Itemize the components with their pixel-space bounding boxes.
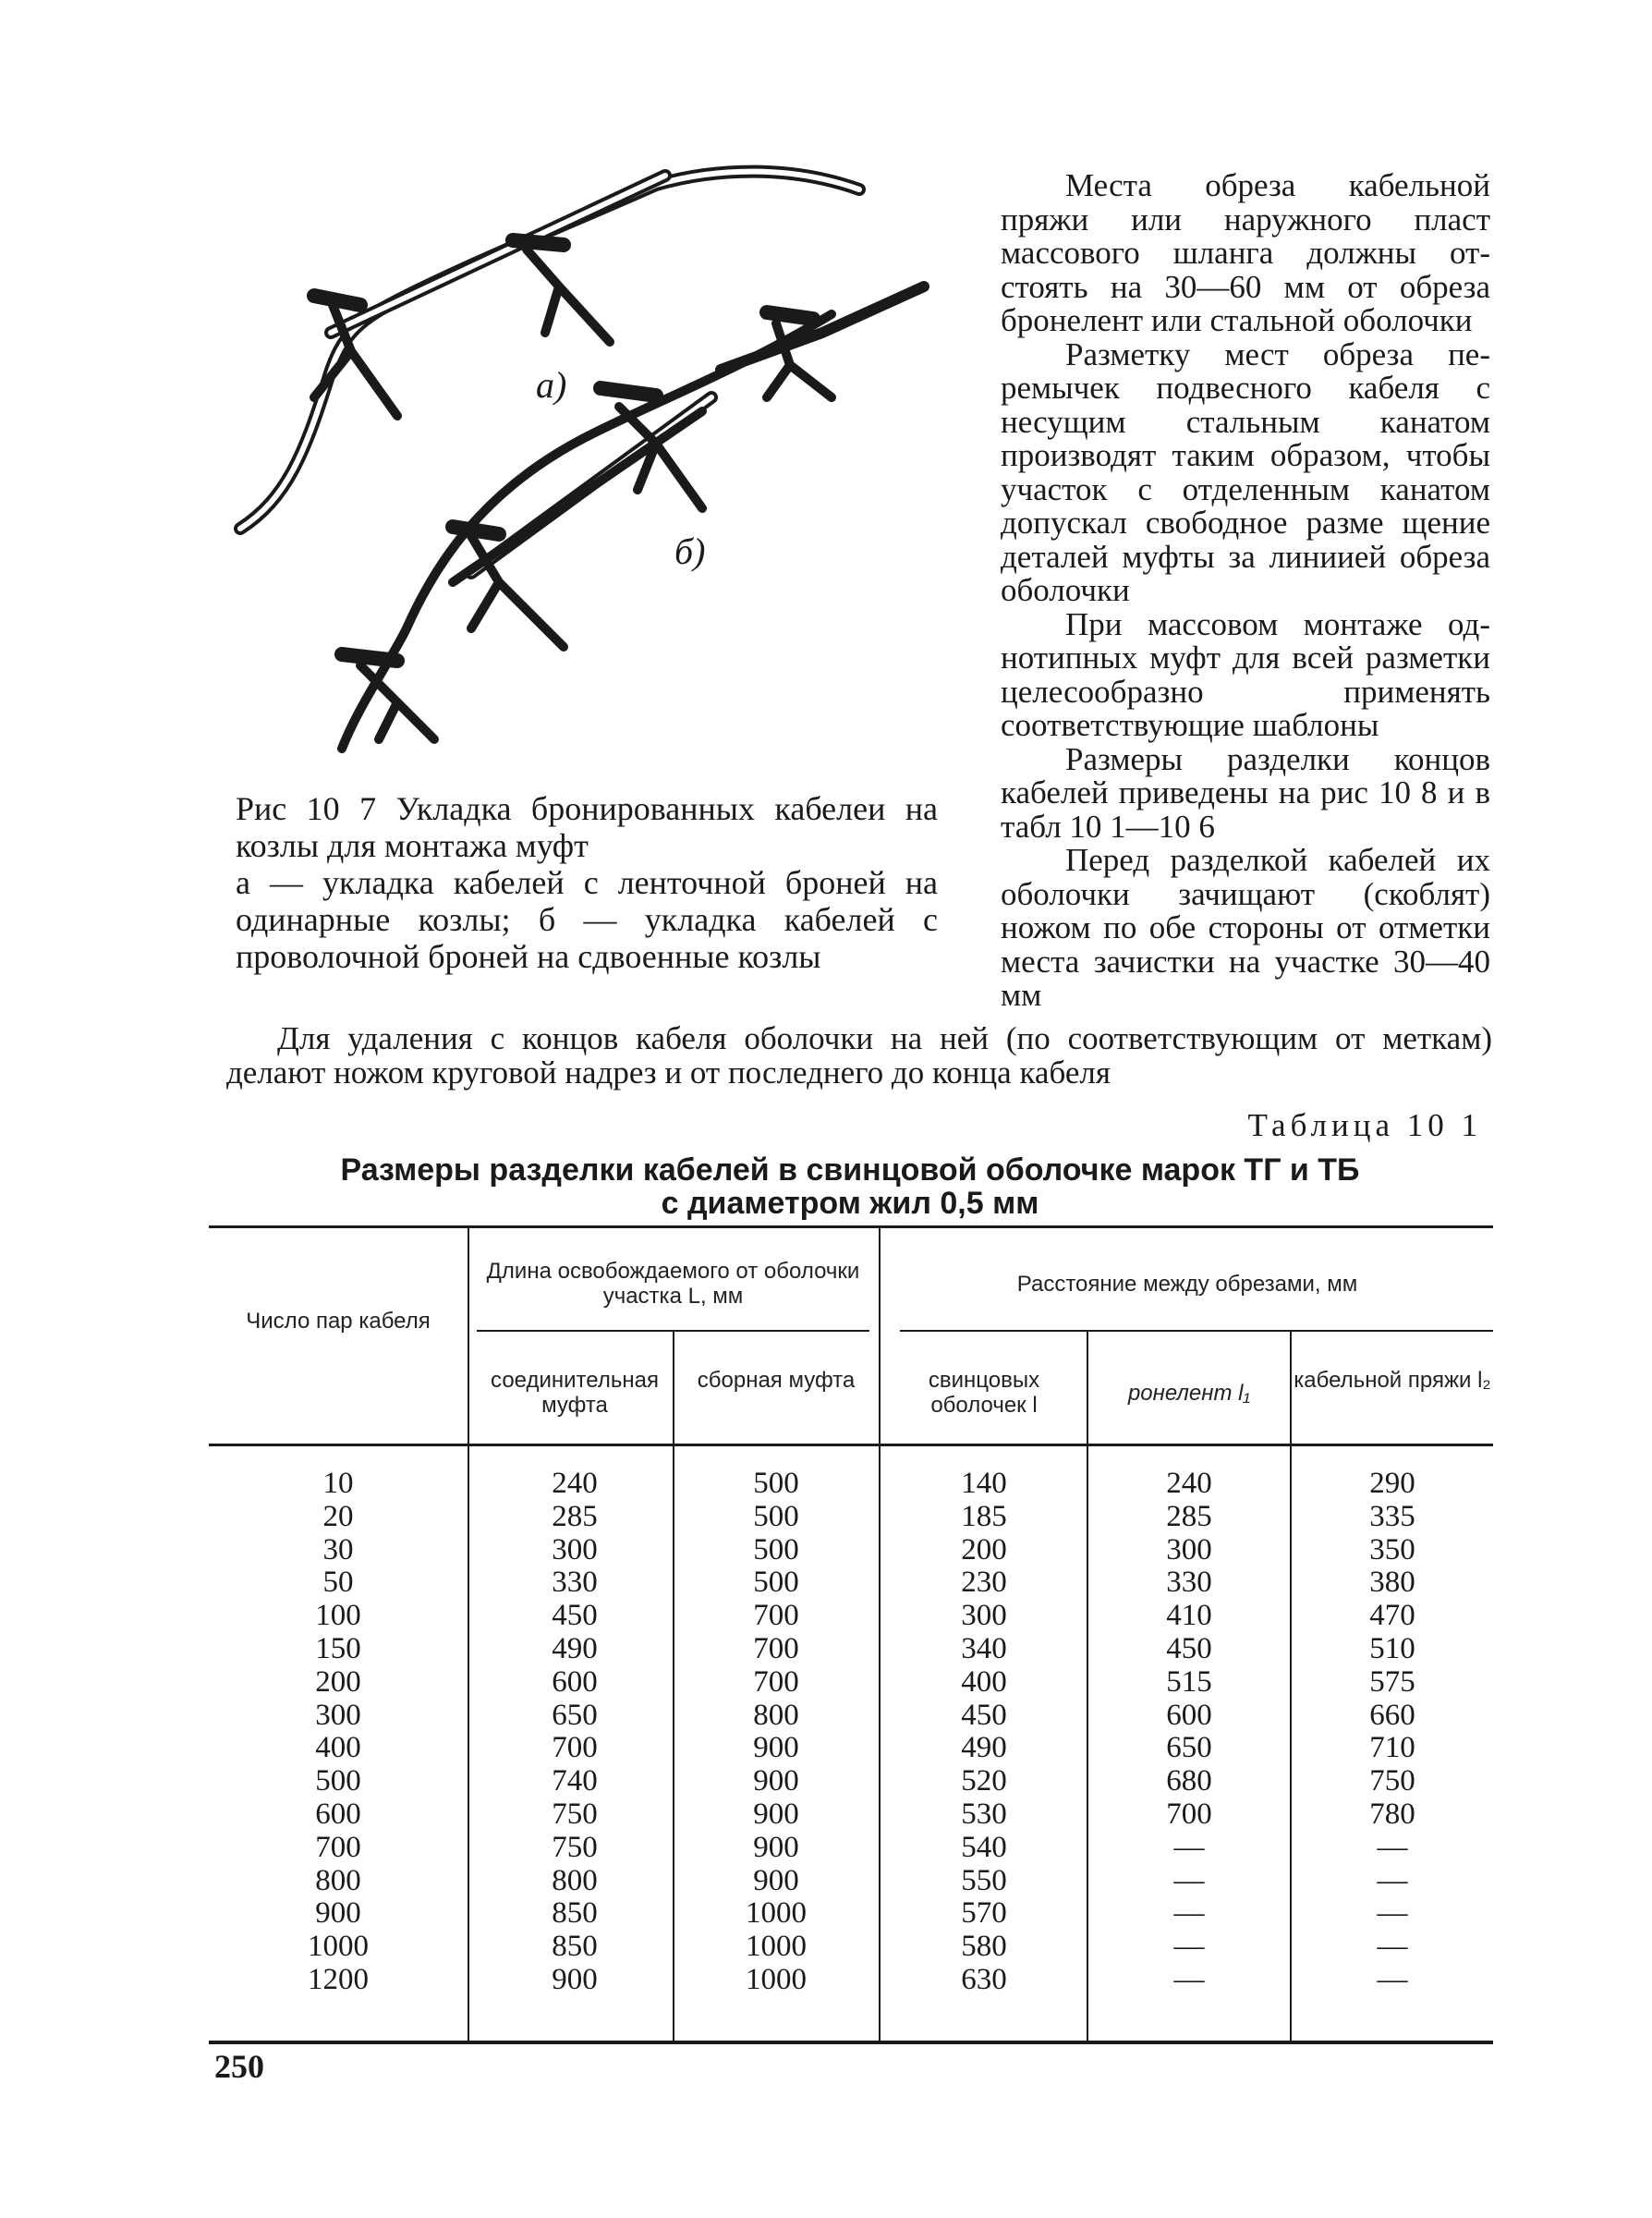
column-lead [881, 1468, 1087, 1997]
table-cell: 380 [1369, 1566, 1415, 1600]
table-cell: 510 [1369, 1631, 1415, 1665]
right-column-text [1001, 169, 1490, 1013]
header-assembly: сборная муфта [697, 1368, 856, 1393]
table-cell: 750 [552, 1830, 598, 1864]
table-cell: 900 [753, 1863, 799, 1897]
paragraph: Места обреза кабельной пряжи или наружного пласт массового шланга должны отстоять на 30—60 мм от обреза бронелент или стальной оболочки [1001, 167, 1490, 338]
table-cell: 680 [1166, 1764, 1212, 1798]
table-cell: 600 [1166, 1698, 1212, 1732]
column-tape [1088, 1468, 1290, 1997]
table-cell: 285 [1166, 1499, 1212, 1533]
table-cell: 750 [552, 1797, 598, 1831]
table-cell: 900 [753, 1764, 799, 1798]
table-cell: 740 [552, 1764, 598, 1798]
table-cell: 340 [961, 1631, 1007, 1665]
table-cell: 410 [1166, 1599, 1212, 1633]
table-cell: — [1173, 1863, 1205, 1897]
paragraph: Перед разделкой кабелей их оболочки зачищают (скоблят) ножом по обе стороны от отметки места зачистки на участке 30—40 мм [1001, 842, 1490, 1013]
table-cell: 400 [961, 1664, 1007, 1699]
column-yarn [1292, 1468, 1493, 1997]
table-cell: 490 [961, 1731, 1007, 1765]
table-cell: 240 [552, 1467, 598, 1500]
table-cell: 1000 [308, 1930, 369, 1964]
table-cell: 300 [552, 1532, 598, 1566]
table-cell: 450 [961, 1698, 1007, 1732]
table-cell: 500 [753, 1467, 799, 1500]
table-cell: 300 [1166, 1532, 1212, 1566]
table-cell: 630 [961, 1962, 1007, 1996]
table-cell: 490 [552, 1631, 598, 1665]
table-cell: 240 [1166, 1467, 1212, 1500]
table-cell: 780 [1369, 1797, 1415, 1831]
table-title-line2: с диаметром жил 0,5 мм [661, 1186, 1039, 1221]
column-joint [477, 1468, 673, 1997]
table-cell: — [1377, 1896, 1408, 1931]
table-cell: 900 [753, 1731, 799, 1765]
table-header-rule [209, 1444, 1493, 1446]
table-cell: 515 [1166, 1664, 1212, 1699]
table-cell: — [1377, 1863, 1408, 1897]
caption-title: Рис 10 7 Укладка бронированных кабелеи на козлы для монтажа муфт [236, 790, 938, 864]
table-cell: — [1377, 1830, 1408, 1864]
table-cell: 350 [1369, 1532, 1415, 1566]
paragraph: Разметку мест обреза перемычек подвесного кабеля с несущим стальным канатом производят таким образом, чтобы участок с отделенным канатом допускал свободное разме щение деталей муфты за линиией обреза оболочки [1001, 335, 1490, 608]
table-cell: 500 [753, 1566, 799, 1600]
table-cell: 700 [753, 1664, 799, 1699]
table-cell: 1000 [746, 1896, 807, 1931]
table-cell: 300 [961, 1599, 1007, 1633]
body-paragraph: Для удаления с концов кабеля оболочки на ней (по соответствующим от меткам) делают ножом круговой надрез и от последнего до конца кабеля [226, 1020, 1492, 1091]
table-cell: 600 [552, 1664, 598, 1699]
table-cell: 700 [753, 1631, 799, 1665]
table-cell: 700 [315, 1830, 361, 1864]
header-lead: свинцовых оболочек l [928, 1368, 1040, 1418]
figure-label-a: а) [536, 364, 567, 406]
table-cell: 470 [1369, 1599, 1415, 1633]
table-cell: 1000 [746, 1962, 807, 1996]
table-cell: 150 [315, 1631, 361, 1665]
table-cell: 50 [322, 1566, 354, 1600]
table-title-line1: Размеры разделки кабелей в свинцовой оболочке марок ТГ и ТБ [340, 1152, 1360, 1188]
table-cell: 330 [552, 1566, 598, 1600]
column-divider [468, 1227, 469, 2041]
table-cell: 700 [1166, 1797, 1212, 1831]
table-cell: 650 [1166, 1731, 1212, 1765]
table-cell: 660 [1369, 1698, 1415, 1732]
header-pairs: Число пар кабеля [246, 1309, 431, 1334]
table-cell: 285 [552, 1499, 598, 1533]
table-cell: 850 [552, 1930, 598, 1964]
table-cell: 800 [315, 1863, 361, 1897]
table-cell: 200 [315, 1664, 361, 1699]
table-cell: 400 [315, 1731, 361, 1765]
table-cell: 200 [961, 1532, 1007, 1566]
table-cell: 520 [961, 1764, 1007, 1798]
header-tape: ронелент l₁ [1127, 1381, 1251, 1406]
table-cell: 450 [1166, 1631, 1212, 1665]
table-cell: 10 [322, 1467, 354, 1500]
table-cell: — [1173, 1830, 1205, 1864]
table-cell: 580 [961, 1930, 1007, 1964]
header-length-group: Длина освобождаемого от оболочки участка L, мм [486, 1259, 860, 1309]
column-divider [673, 1332, 674, 2041]
table-cell: 800 [753, 1698, 799, 1732]
table-cell: 900 [552, 1962, 598, 1996]
figure-label-b: б) [674, 530, 706, 572]
table-cell: — [1173, 1962, 1205, 1996]
table-cell: — [1173, 1896, 1205, 1931]
table-cell: 450 [552, 1599, 598, 1633]
table-cell: 1200 [308, 1962, 369, 1996]
subheader-rule [477, 1330, 869, 1332]
table-cell: — [1377, 1962, 1408, 1996]
table-cell: 330 [1166, 1566, 1212, 1600]
table-cell: 600 [315, 1797, 361, 1831]
header-yarn: кабельной пряжи l₂ [1294, 1368, 1491, 1393]
table-cell: 100 [315, 1599, 361, 1633]
table-cell: 540 [961, 1830, 1007, 1864]
caption-legend: а — укладка кабелей с ленточной броней на одинарные козлы; б — укладка кабелей с проволочной броней на сдвоенные козлы [236, 864, 938, 975]
table-cell: 530 [961, 1797, 1007, 1831]
table-cell: — [1173, 1930, 1205, 1964]
table-cell: 185 [961, 1499, 1007, 1533]
table-cell: 20 [322, 1499, 354, 1533]
table-title [213, 1153, 1488, 1220]
table-cell: 900 [753, 1797, 799, 1831]
table-bottom-rule [209, 2041, 1493, 2044]
column-divider [879, 1227, 881, 2041]
table-cell: 575 [1369, 1664, 1415, 1699]
table-cell: — [1377, 1930, 1408, 1964]
table-cell: 650 [552, 1698, 598, 1732]
table-cell: 710 [1369, 1731, 1415, 1765]
table-cell: 900 [753, 1830, 799, 1864]
table-cell: 570 [961, 1896, 1007, 1931]
subheader-rule [900, 1330, 1493, 1332]
page-number: 250 [214, 2048, 264, 2085]
table-cell: 335 [1369, 1499, 1415, 1533]
table-cell: 230 [961, 1566, 1007, 1600]
table-label: Таблица 10 1 [1247, 1107, 1482, 1143]
table-cell: 700 [753, 1599, 799, 1633]
column-assembly [676, 1468, 876, 1997]
table-cell: 800 [552, 1863, 598, 1897]
table-cell: 500 [753, 1499, 799, 1533]
table-cell: 850 [552, 1896, 598, 1931]
header-distance-group: Расстояние между обрезами, мм [1016, 1272, 1358, 1297]
table-cell: 30 [322, 1532, 354, 1566]
cable-laying-figure [222, 148, 998, 776]
paragraph: При массовом монтаже однотипных муфт для всей разметки целесообразно применять соответствующие шаблоны [1001, 605, 1490, 743]
table-top-rule [209, 1225, 1493, 1228]
table-cell: 300 [315, 1698, 361, 1732]
paragraph: Размеры разделки концов кабелей приведены на рис 10 8 и в табл 10 1—10 6 [1001, 740, 1490, 845]
table-cell: 500 [315, 1764, 361, 1798]
table-cell: 1000 [746, 1930, 807, 1964]
table-cell: 140 [961, 1467, 1007, 1500]
table-cell: 500 [753, 1532, 799, 1566]
table-cell: 700 [552, 1731, 598, 1765]
cable-trestles-illustration [222, 148, 998, 776]
column-pairs [209, 1468, 468, 1997]
table-cell: 550 [961, 1863, 1007, 1897]
header-joint: соединительная муфта [491, 1368, 659, 1418]
table-cell: 750 [1369, 1764, 1415, 1798]
table-cell: 290 [1369, 1467, 1415, 1500]
table-cell: 900 [315, 1896, 361, 1931]
figure-caption [236, 790, 938, 975]
